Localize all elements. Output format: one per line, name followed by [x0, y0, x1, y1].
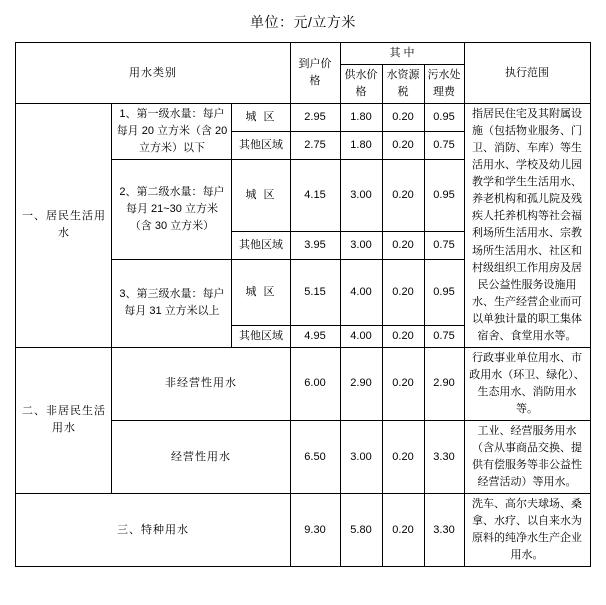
supply-price-value: 5.80 [340, 494, 382, 567]
sewage-fee-value: 0.75 [424, 132, 464, 160]
supply-price-value: 3.00 [340, 420, 382, 493]
door-price-value: 4.15 [290, 160, 340, 232]
sewage-fee-value: 3.30 [424, 420, 464, 493]
water-resource-tax-value: 0.20 [382, 104, 424, 132]
door-price-value: 2.95 [290, 104, 340, 132]
table-row [16, 347, 590, 420]
unit-note: 单位：元/立方米 [250, 14, 356, 30]
category-special-label: 三、特种用水 [16, 494, 290, 567]
supply-price-value: 1.80 [340, 104, 382, 132]
water-resource-tax-value: 0.20 [382, 132, 424, 160]
door-price-value: 2.75 [290, 132, 340, 160]
water-resource-tax-value: 0.20 [382, 160, 424, 232]
non-operational-water-label: 非经营性用水 [112, 347, 290, 420]
water-resource-tax-value: 0.20 [382, 494, 424, 567]
supply-price-value: 4.00 [340, 260, 382, 326]
scope-special: 洗车、高尔夫球场、桑拿、水疗、以自来水为原料的纯净水生产企业用水。 [464, 494, 590, 567]
tier-3-desc: 3、第三级水量：每户每月 31 立方米以上 [112, 260, 232, 348]
tier-2-desc: 2、第二级水量：每户每月 21~30 立方米（含 30 立方米） [112, 160, 232, 260]
tier-1-desc: 1、第一级水量：每户每月 20 立方米（含 20 立方米）以下 [112, 104, 232, 160]
supply-price-value: 3.00 [340, 160, 382, 232]
category-non-residential-label: 二、非居民生活用水 [16, 347, 112, 493]
area-urban: 城 区 [232, 260, 290, 326]
sewage-fee-value: 0.75 [424, 325, 464, 347]
door-price-value: 5.15 [290, 260, 340, 326]
category-residential-label: 一、居民生活用水 [16, 104, 112, 348]
water-resource-tax-value: 0.20 [382, 347, 424, 420]
sewage-fee-value: 0.95 [424, 104, 464, 132]
area-other: 其他区域 [232, 132, 290, 160]
header-scope: 执行范围 [464, 43, 590, 104]
door-price-value: 6.50 [290, 420, 340, 493]
area-urban: 城 区 [232, 160, 290, 232]
sewage-fee-value: 0.75 [424, 231, 464, 259]
supply-price-value: 3.00 [340, 231, 382, 259]
area-urban: 城 区 [232, 104, 290, 132]
supply-price-value: 1.80 [340, 132, 382, 160]
sewage-fee-value: 3.30 [424, 494, 464, 567]
table-row [16, 494, 590, 567]
area-other: 其他区域 [232, 231, 290, 259]
supply-price-value: 2.90 [340, 347, 382, 420]
scope-non-operational: 行政事业单位用水、市政用水（环卫、绿化）、生态用水、消防用水等。 [464, 347, 590, 420]
door-price-value: 9.30 [290, 494, 340, 567]
header-use-type: 用水类别 [16, 43, 290, 104]
area-other: 其他区域 [232, 325, 290, 347]
door-price-value: 4.95 [290, 325, 340, 347]
header-door-price: 到户价格 [290, 43, 340, 104]
water-resource-tax-value: 0.20 [382, 325, 424, 347]
door-price-value: 6.00 [290, 347, 340, 420]
scope-residential: 指居民住宅及其附属设施（包括物业服务、门卫、消防、车库）等生活用水、学校及幼儿园教学和学生生活用水、养老机构和孤儿院及残疾人托养机构等社会福利场所生活用水、宗教场所生活用水、社区和村级组织工作用房及居民公益性服务设施用水、生产经营企业而可以单独计量的职工集体宿舍、食堂用水等。 [464, 104, 590, 348]
table-header-row-1 [16, 43, 590, 65]
header-among-which: 其 中 [340, 43, 464, 65]
operational-water-label: 经营性用水 [112, 420, 290, 493]
scope-operational: 工业、经营服务用水（含从事商品交换、提供有偿服务等非公益性经营活动）等用水。 [464, 420, 590, 493]
header-water-resource-tax: 水资源税 [382, 65, 424, 104]
water-resource-tax-value: 0.20 [382, 231, 424, 259]
water-price-table [15, 42, 590, 567]
table-row [16, 104, 590, 132]
sewage-fee-value: 2.90 [424, 347, 464, 420]
supply-price-value: 4.00 [340, 325, 382, 347]
water-resource-tax-value: 0.20 [382, 420, 424, 493]
sewage-fee-value: 0.95 [424, 160, 464, 232]
water-resource-tax-value: 0.20 [382, 260, 424, 326]
sewage-fee-value: 0.95 [424, 260, 464, 326]
door-price-value: 3.95 [290, 231, 340, 259]
header-supply-price: 供水价格 [340, 65, 382, 104]
header-sewage-fee: 污水处理费 [424, 65, 464, 104]
